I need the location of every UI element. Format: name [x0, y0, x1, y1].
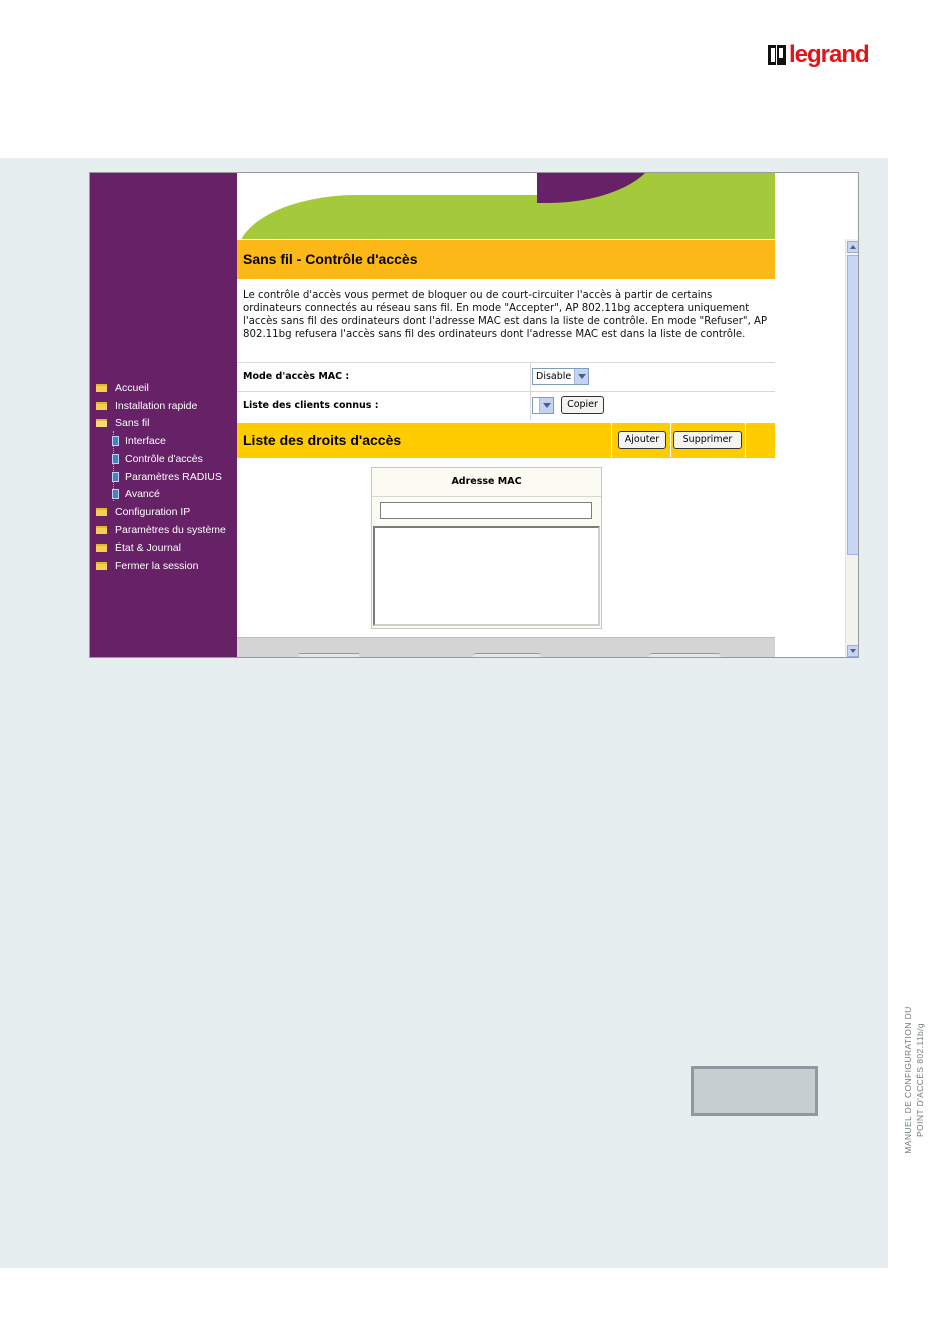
legrand-logo	[768, 42, 869, 68]
folder-open-icon	[96, 419, 107, 427]
sidebar-item-etat-journal[interactable]	[96, 539, 181, 557]
document-icon	[112, 454, 119, 464]
mac-mode-row	[237, 362, 775, 390]
sidebar-item-label: Paramètres du système	[115, 524, 226, 536]
sidebar-item-label: État & Journal	[115, 542, 181, 554]
sidebar-item-label: Paramètres RADIUS	[125, 471, 222, 483]
chevron-down-icon	[574, 369, 588, 384]
footer-line-2: POINT D'ACCÈS 802.11b/g	[915, 1023, 925, 1137]
sidebar-item-label: Installation rapide	[115, 400, 198, 412]
add-button[interactable]: Ajouter	[618, 431, 666, 449]
sidebar-item-label: Avancé	[125, 488, 160, 500]
delete-button[interactable]: Supprimer	[673, 431, 742, 449]
sidebar-item-avance[interactable]	[112, 485, 160, 503]
router-screenshot	[89, 172, 859, 658]
sidebar-item-label: Configuration IP	[115, 506, 191, 518]
access-list-title: Liste des droits d'accès	[243, 432, 402, 448]
vertical-scrollbar[interactable]	[845, 239, 859, 658]
sidebar-item-sans-fil[interactable]	[96, 414, 149, 432]
page-description: Le contrôle d'accès vous permet de bloquer ou de court-circuiter l'accès à partir de certains ordinateurs connectés au réseau sans fil. En mode "Accepter", AP 802.11bg acceptera uniquement l'accès sans fil des ordinateurs dont l'adresse MAC est dans la liste de contrôle. En mode "Refuser", AP 802.11bg refusera l'accès sans fil des ordinateurs dont l'adresse MAC est dans la liste de contrôle.	[243, 290, 768, 340]
sidebar-item-installation-rapide[interactable]	[96, 397, 197, 415]
mac-mode-select[interactable]	[532, 368, 589, 385]
mac-address-input[interactable]	[380, 502, 592, 519]
access-list-bar	[237, 422, 775, 458]
known-clients-select[interactable]	[532, 397, 554, 414]
sidebar-item-label: Contrôle d'accès	[125, 453, 203, 465]
mac-address-table	[371, 467, 602, 629]
document-icon	[112, 436, 119, 446]
decorative-box	[691, 1066, 818, 1116]
legrand-mark-icon	[768, 45, 786, 65]
scroll-thumb[interactable]	[847, 255, 859, 555]
sidebar-item-label: Sans fil	[115, 417, 150, 429]
folder-icon	[96, 402, 107, 410]
copy-button[interactable]: Copier	[561, 396, 604, 414]
folder-icon	[96, 384, 107, 392]
chevron-down-icon	[539, 398, 553, 413]
folder-icon	[96, 562, 107, 570]
sidebar-item-label: Interface	[125, 435, 166, 447]
document-icon	[112, 472, 119, 482]
sidebar-item-interface[interactable]	[112, 432, 166, 450]
sidebar-item-label: Accueil	[115, 382, 149, 394]
sidebar-item-controle-acces[interactable]	[112, 450, 203, 468]
document-icon	[112, 489, 119, 499]
mac-address-list[interactable]	[373, 526, 600, 626]
mac-mode-label: Mode d'accès MAC :	[243, 371, 350, 382]
logo-text: legrand	[789, 41, 869, 68]
footer-line-1: MANUEL DE CONFIGURATION DU	[903, 1006, 913, 1154]
sidebar-item-label: Fermer la session	[115, 560, 199, 572]
page-title: Sans fil - Contrôle d'accès	[243, 251, 418, 267]
sidebar-item-fermer-session[interactable]	[96, 557, 198, 575]
sidebar-item-parametres-systeme[interactable]	[96, 521, 226, 539]
scroll-up-icon[interactable]	[847, 241, 859, 253]
sidebar-item-accueil[interactable]	[96, 379, 149, 397]
vertical-footer	[902, 990, 932, 1170]
page-title-bar	[237, 239, 775, 279]
bottom-toolbar	[237, 637, 775, 658]
known-clients-row	[237, 391, 775, 419]
folder-icon	[96, 544, 107, 552]
mac-mode-value: Disable	[536, 371, 572, 382]
mac-address-header: Adresse MAC	[372, 468, 601, 497]
sidebar-item-parametres-radius[interactable]	[112, 468, 222, 486]
header-banner	[237, 173, 775, 239]
sidebar-item-configuration-ip[interactable]	[96, 503, 190, 521]
folder-icon	[96, 526, 107, 534]
scroll-down-icon[interactable]	[847, 645, 859, 657]
folder-icon	[96, 508, 107, 516]
known-clients-label: Liste des clients connus :	[243, 400, 379, 411]
